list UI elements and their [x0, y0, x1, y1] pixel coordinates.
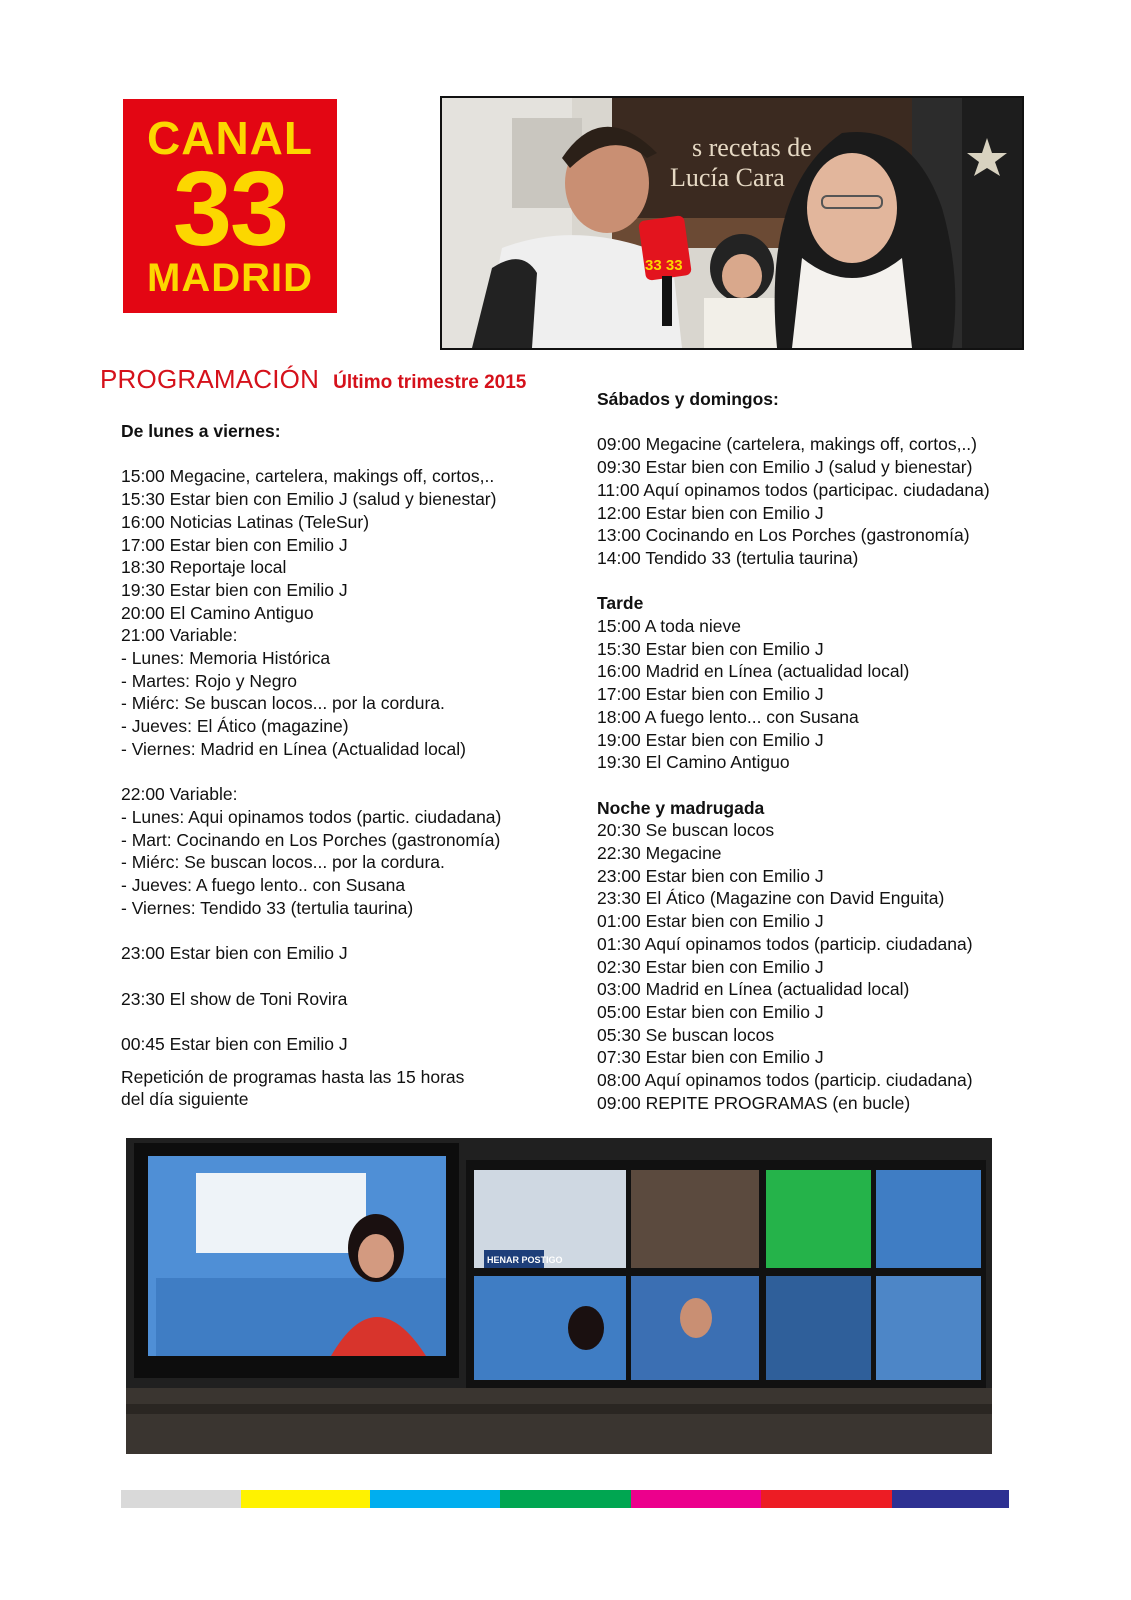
schedule-line: 20:30 Se buscan locos: [597, 820, 775, 841]
weekend-afternoon-block: [597, 615, 990, 774]
schedule-line: - Viernes: Madrid en Línea (Actualidad local): [121, 738, 467, 759]
control-room-photo: [126, 1138, 992, 1454]
interview-photo: [440, 96, 1024, 350]
page-subtitle: Último trimestre 2015: [333, 372, 527, 393]
color-swatch: [370, 1490, 500, 1508]
schedule-line: 18:00 A fuego lento... con Susana: [597, 706, 859, 727]
logo-canal-text: CANAL: [147, 112, 313, 164]
schedule-line: 09:30 Estar bien con Emilio J (salud y bienestar): [597, 457, 973, 478]
repeat-note-line2: del día siguiente: [121, 1089, 249, 1110]
monitor-name-tag: HENAR POSTIGO: [487, 1255, 563, 1265]
schedule-line: 17:00 Estar bien con Emilio J: [597, 684, 824, 705]
repeat-note-line1: Repetición de programas hasta las 15 horas: [121, 1066, 465, 1087]
schedule-line: 09:00 REPITE PROGRAMAS (en bucle): [597, 1092, 911, 1113]
schedule-line: - Mart: Cocinando en Los Porches (gastronomía): [121, 829, 501, 850]
schedule-line: 09:00 Megacine (cartelera, makings off, cortos,..): [597, 434, 977, 455]
weekend-title: Sábados y domingos:: [597, 389, 779, 409]
weekday-schedule: [121, 420, 501, 1111]
schedule-line: 17:00 Estar bien con Emilio J: [121, 534, 348, 555]
schedule-line: 02:30 Estar bien con Emilio J: [597, 956, 824, 977]
color-swatch: [121, 1490, 241, 1508]
logo-city-text: MADRID: [147, 256, 313, 300]
schedule-line: 15:00 Megacine, cartelera, makings off, cortos,..: [121, 466, 495, 487]
schedule-line: 15:00 A toda nieve: [597, 616, 742, 636]
schedule-line: 13:00 Cocinando en Los Porches (gastronomía): [597, 525, 970, 546]
schedule-line: 01:00 Estar bien con Emilio J: [597, 911, 824, 932]
schedule-line: 03:00 Madrid en Línea (actualidad local): [597, 979, 910, 1000]
schedule-line: 23:00 Estar bien con Emilio J: [597, 865, 824, 886]
schedule-line: 05:00 Estar bien con Emilio J: [597, 1001, 824, 1022]
schedule-line: - Lunes: Memoria Histórica: [121, 648, 331, 669]
programming-heading: [100, 364, 526, 395]
schedule-line: 11:00 Aquí opinamos todos (participac. ciudadana): [597, 479, 990, 500]
schedule-line: 20:00 El Camino Antiguo: [121, 602, 314, 623]
schedule-line: 14:00 Tendido 33 (tertulia taurina): [597, 547, 859, 568]
schedule-line: - Jueves: El Ático (magazine): [121, 716, 349, 737]
schedule-line: - Lunes: Aqui opinamos todos (partic. ciudadana): [121, 806, 502, 827]
schedule-line: 19:30 El Camino Antiguo: [597, 752, 790, 773]
color-swatch: [761, 1490, 892, 1508]
page-title: PROGRAMACIÓN: [100, 364, 320, 394]
schedule-line: 22:30 Megacine: [597, 843, 722, 864]
schedule-line: - Jueves: A fuego lento.. con Susana: [121, 875, 406, 896]
weekday-block-evening: [121, 465, 501, 760]
interview-photo-illustration: [442, 98, 1022, 348]
schedule-line: - Miérc: Se buscan locos... por la cordura.: [121, 693, 445, 714]
night-title: Noche y madrugada: [597, 797, 765, 818]
color-swatch: [892, 1490, 1009, 1508]
schedule-line: 18:30 Reportaje local: [121, 557, 287, 578]
schedule-line: - Viernes: Tendido 33 (tertulia taurina): [121, 897, 414, 918]
bg-sign-line2: Lucía Cara: [670, 163, 785, 192]
schedule-line: 05:30 Se buscan locos: [597, 1024, 775, 1045]
schedule-line: 01:30 Aquí opinamos todos (particip. ciudadana): [597, 933, 973, 954]
schedule-line: 07:30 Estar bien con Emilio J: [597, 1047, 824, 1068]
schedule-line: - Martes: Rojo y Negro: [121, 670, 298, 691]
schedule-line: 12:00 Estar bien con Emilio J: [597, 502, 824, 523]
schedule-line: 16:00 Madrid en Línea (actualidad local): [597, 661, 910, 682]
schedule-line: 23:00 Estar bien con Emilio J: [121, 943, 348, 964]
schedule-line: 21:00 Variable:: [121, 625, 238, 646]
color-swatch: [241, 1490, 370, 1508]
schedule-line: 23:30 El Ático (Magazine con David Enguita): [597, 888, 945, 909]
afternoon-title: Tarde: [597, 593, 644, 614]
schedule-line: 23:30 El show de Toni Rovira: [121, 988, 348, 1009]
weekday-title: De lunes a viernes:: [121, 421, 281, 441]
schedule-line: 15:30 Estar bien con Emilio J (salud y bienestar): [121, 489, 497, 510]
schedule-line: 19:00 Estar bien con Emilio J: [597, 729, 824, 750]
weekend-night-block: [597, 819, 990, 1114]
bg-sign-line1: s recetas de: [692, 133, 812, 162]
mic-label: 33 33: [645, 257, 683, 274]
logo-number: 33: [173, 150, 287, 268]
schedule-line: 16:00 Noticias Latinas (TeleSur): [121, 511, 370, 532]
canal33-logo: [123, 99, 337, 313]
schedule-line: 08:00 Aquí opinamos todos (particip. ciudadana): [597, 1070, 973, 1091]
weekend-morning-block: [597, 433, 990, 569]
color-swatch: [631, 1490, 761, 1508]
schedule-line: - Miérc: Se buscan locos... por la cordura.: [121, 852, 445, 873]
schedule-line: 19:30 Estar bien con Emilio J: [121, 579, 348, 600]
schedule-line: 00:45 Estar bien con Emilio J: [121, 1033, 348, 1054]
weekday-block-late: [121, 783, 501, 919]
weekend-schedule: [597, 388, 990, 1114]
control-room-illustration: [126, 1138, 992, 1454]
color-strip: [121, 1490, 1009, 1508]
schedule-line: 15:30 Estar bien con Emilio J: [597, 638, 824, 659]
color-swatch: [500, 1490, 631, 1508]
schedule-line: 22:00 Variable:: [121, 784, 238, 805]
